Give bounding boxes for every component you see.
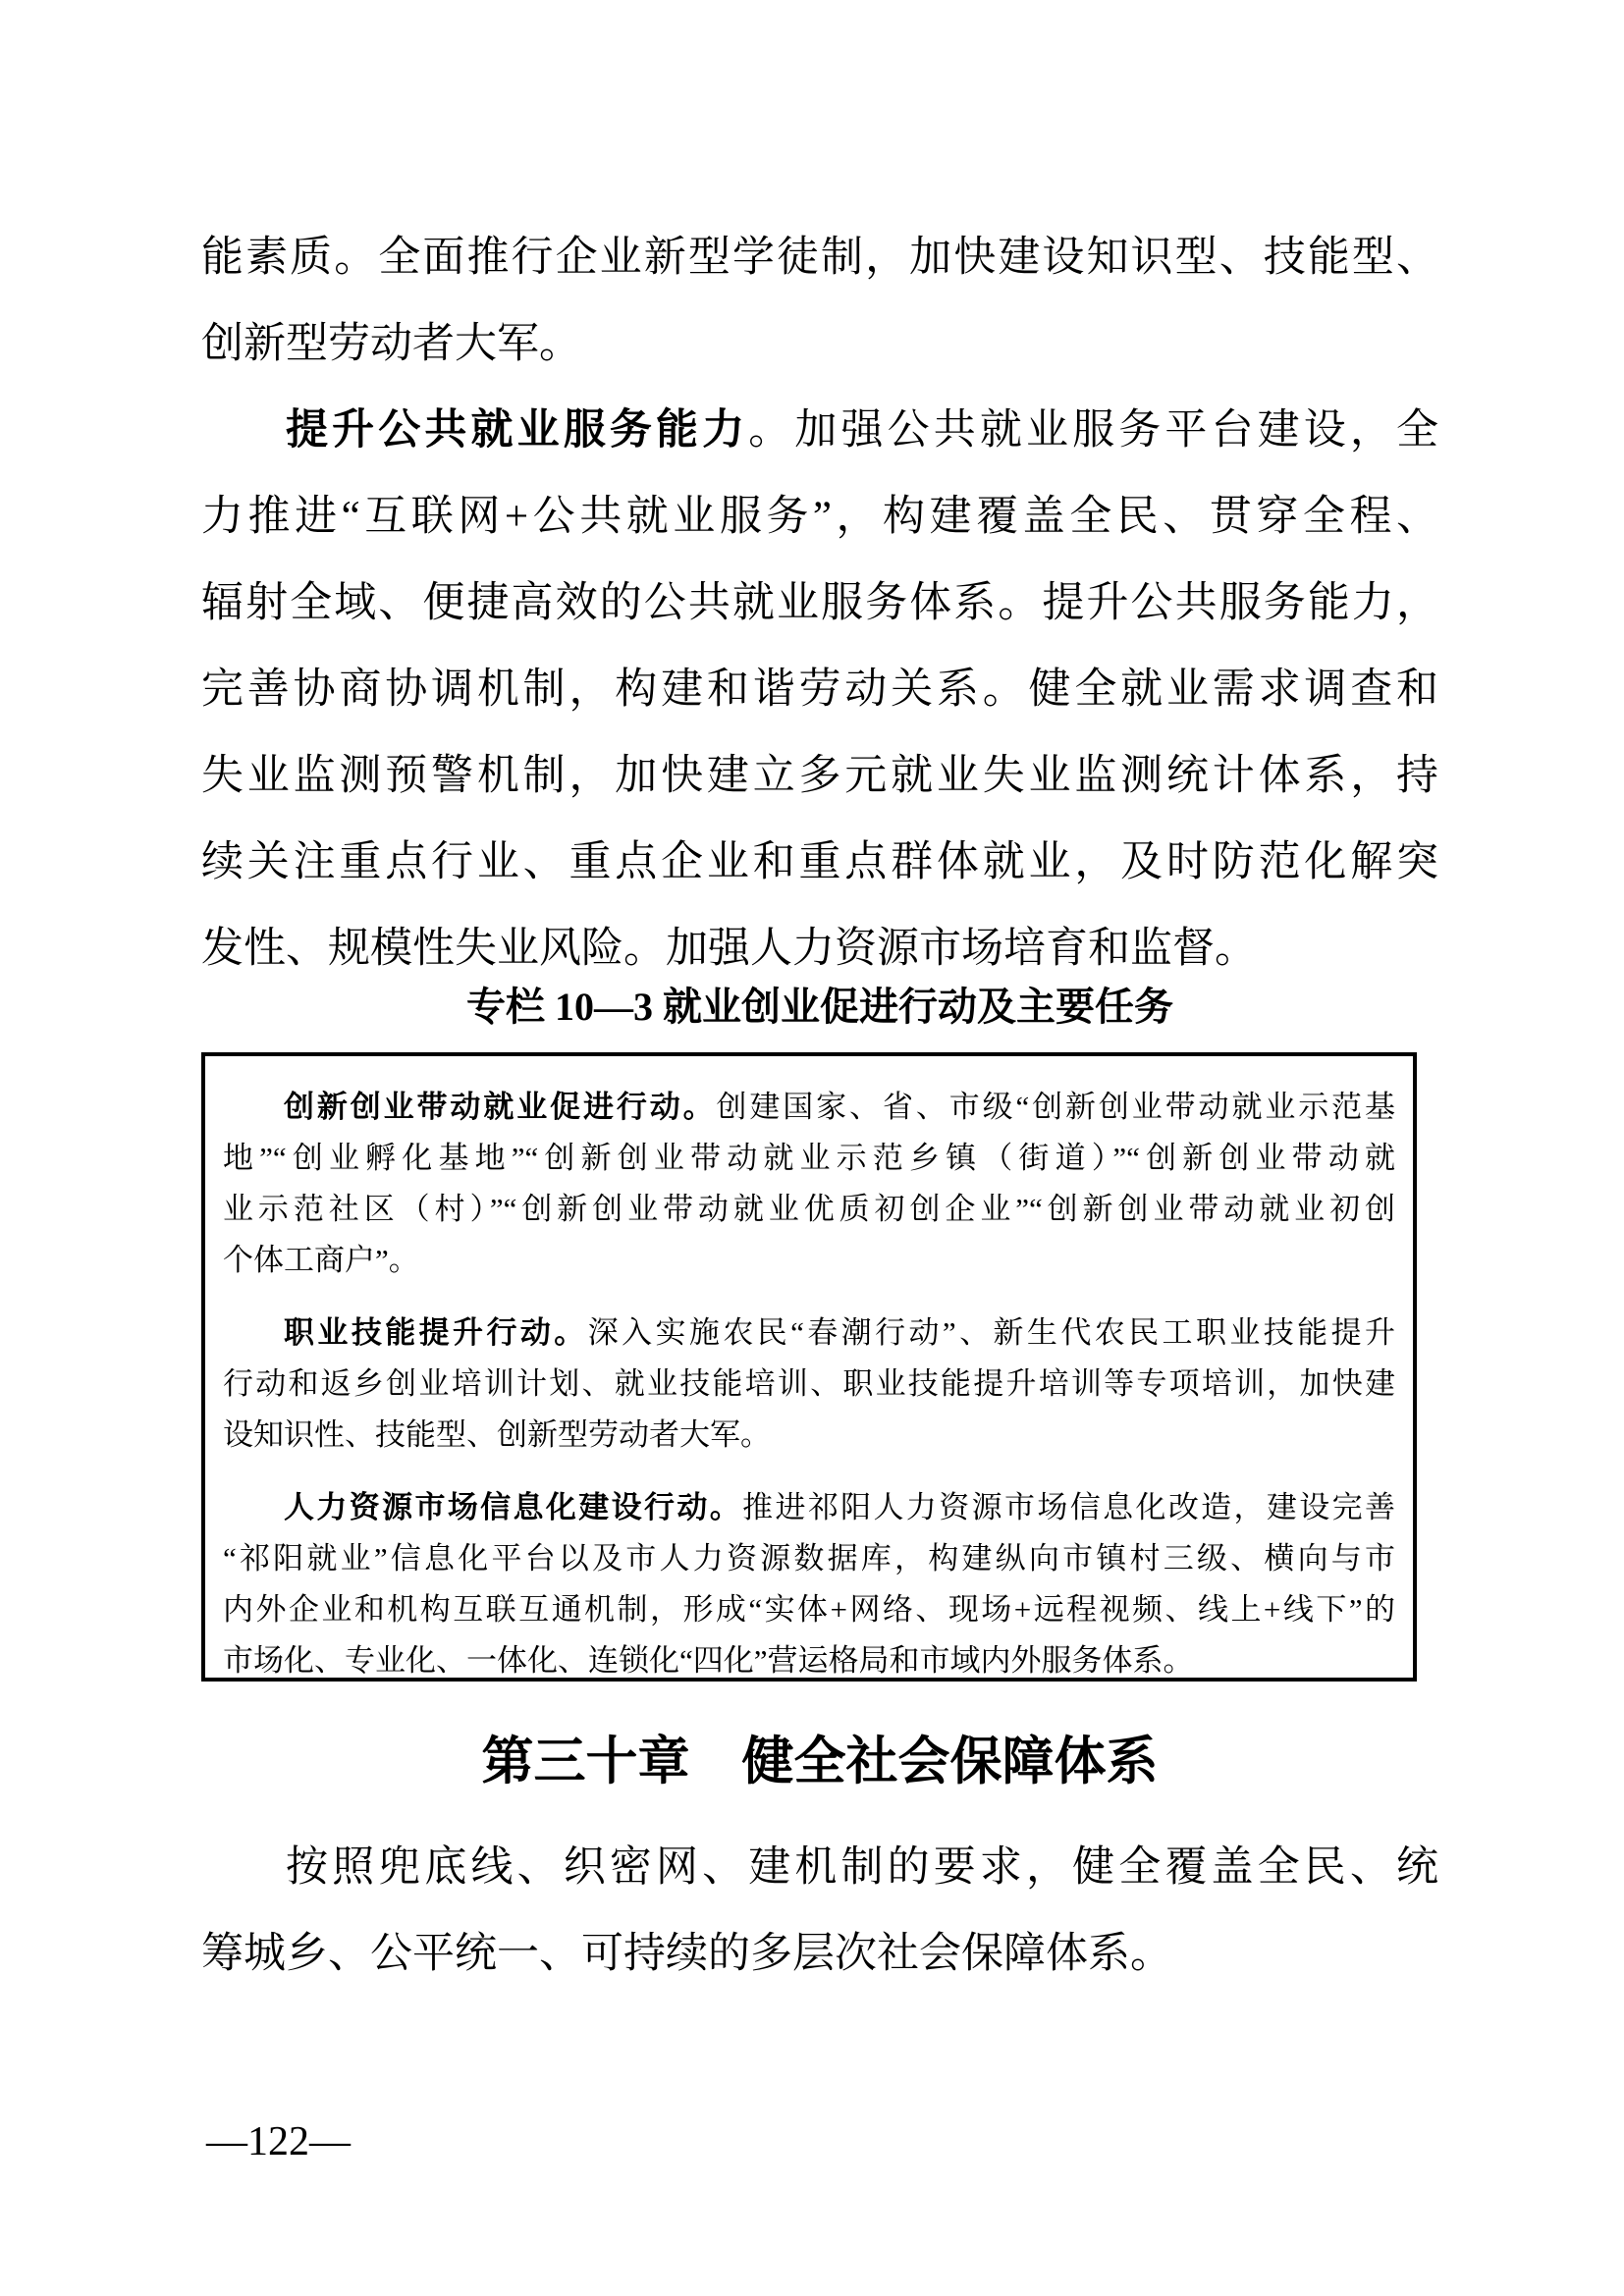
body-line-text: 辐射全域、便捷高效的公共就业服务体系。提升公共服务能力， [201,580,1438,626]
panel-bold-lead: 创新创业带动就业促进行动。 [284,1090,717,1124]
body-line-text: 完善协商协调机制，构建和谐劳动关系。健全就业需求调查和 [201,667,1438,713]
panel-paragraph-line [223,1533,1395,1584]
panel-bold-lead: 人力资源市场信息化建设行动。 [284,1490,743,1524]
panel-paragraph [223,1482,1395,1686]
panel-paragraph-line [223,1410,1395,1461]
panel-paragraph-line [223,1082,1395,1133]
panel-line-text: 行动和返乡创业培训计划、就业技能培训、职业技能提升培训等专项培训，加快建 [223,1366,1395,1401]
panel-box [201,1052,1417,1682]
panel-line-text: 设知识性、技能型、创新型劳动者大军。 [223,1417,771,1452]
body-line-text: 发性、规模性失业风险。加强人力资源市场培育和监督。 [201,926,1257,972]
panel-line-text: 业示范社区（村）”“创新创业带动就业优质初创企业”“创新创业带动就业初创 [223,1192,1395,1226]
body-text-line [201,215,1438,301]
closing-line-text: 按照兜底线、织密网、建机制的要求，健全覆盖全民、统 [286,1844,1438,1891]
panel-paragraph [223,1308,1395,1461]
panel-paragraph-line [223,1584,1395,1635]
panel-paragraph-line [223,1482,1395,1533]
chapter-heading: 第三十章 健全社会保障体系 [481,1734,1159,1790]
body-line-text: 能素质。全面推行企业新型学徒制，加快建设知识型、技能型、 [201,235,1438,281]
panel-title: 专栏 10—3 就业创业促进行动及主要任务 [466,985,1173,1029]
body-text-line [201,301,1438,388]
body-line-text: 失业监测预警机制，加快建立多元就业失业监测统计体系，持 [201,753,1438,799]
panel-line-text: 个体工商户”。 [223,1243,419,1277]
panel-line-text: 地”“创业孵化基地”“创新创业带动就业示范乡镇（街道）”“创新创业带动就 [223,1141,1395,1175]
panel-paragraph-line [223,1235,1395,1286]
body-line-text: 续关注重点行业、重点企业和重点群体就业，及时防范化解突 [201,839,1438,885]
panel-line-text: 内外企业和机构互联互通机制，形成“实体+网络、现场+远程视频、线上+线下”的 [223,1592,1395,1627]
panel-paragraph-line [223,1635,1395,1686]
closing-line [201,1825,1438,1911]
closing-line-text: 筹城乡、公平统一、可持续的多层次社会保障体系。 [201,1931,1172,1977]
panel-paragraph-line [223,1308,1395,1359]
body-text-line [201,561,1438,647]
body-text-line [201,474,1438,561]
panel-line-text: 市场化、专业化、一体化、连锁化“四化”营运格局和市域内外服务体系。 [223,1643,1194,1678]
body-text-line [201,820,1438,906]
panel-paragraph [223,1082,1395,1286]
panel-line-text: 深入实施农民“春潮行动”、新生代农民工职业技能提升 [587,1315,1395,1350]
closing-line [201,1911,1438,1998]
body-line-text: 。加强公共就业服务平台建设，全 [748,407,1438,454]
body-text-line [201,647,1438,733]
panel-line-text: 推进祁阳人力资源市场信息化改造，建设完善 [742,1490,1396,1524]
panel-paragraph-line [223,1133,1395,1184]
panel-line-text: “祁阳就业”信息化平台以及市人力资源数据库，构建纵向市镇村三级、横向与市 [223,1541,1395,1575]
panel-bold-lead: 职业技能提升行动。 [284,1315,588,1350]
panel-paragraph-line [223,1359,1395,1410]
body-line-bold-lead: 提升公共就业服务能力 [286,407,749,454]
body-text-block [201,215,1438,992]
panel-line-text: 创建国家、省、市级“创新创业带动就业示范基 [716,1090,1395,1124]
body-line-text: 力推进“互联网+公共就业服务”，构建覆盖全民、贯穿全程、 [201,494,1438,540]
panel-paragraph-line [223,1184,1395,1235]
body-text-line [201,733,1438,820]
closing-paragraph [201,1825,1438,1998]
page-number: —122— [206,2119,351,2164]
body-text-line [201,388,1438,474]
body-line-text: 创新型劳动者大军。 [201,321,581,367]
